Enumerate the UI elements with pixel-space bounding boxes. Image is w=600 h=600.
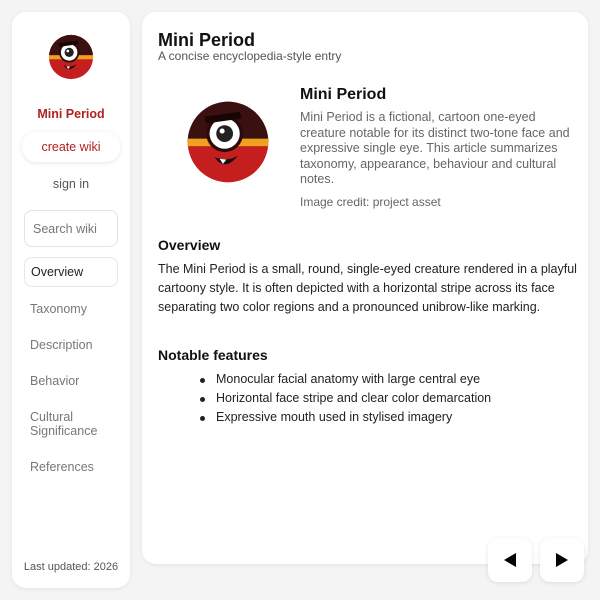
list-item: Horizontal face stripe and clear color demarcation bbox=[198, 389, 578, 408]
search-input[interactable] bbox=[24, 210, 118, 247]
page-title: Mini Period bbox=[158, 30, 256, 50]
list-item: Monocular facial anatomy with large central eye bbox=[198, 370, 578, 389]
overview-heading: Overview bbox=[158, 237, 221, 253]
logo-icon[interactable] bbox=[48, 34, 94, 80]
infobox-description: Mini Period is a fictional, cartoon one-eyed creature notable for its distinct two-tone face and expressive single eye. This article summarizes taxonomy, appearance, behaviour and cultural notes. bbox=[300, 110, 570, 186]
sidebar-item-taxonomy[interactable]: Taxonomy bbox=[30, 302, 87, 316]
sidebar bbox=[12, 12, 130, 588]
page-subtitle: A concise encyclopedia-style entry bbox=[158, 49, 342, 63]
create-wiki-button[interactable]: create wiki bbox=[22, 132, 120, 162]
article-panel bbox=[142, 12, 588, 564]
last-updated: Last updated: 2026 bbox=[23, 561, 119, 573]
sidebar-item-references[interactable]: References bbox=[30, 460, 94, 474]
sign-in-link[interactable]: sign in bbox=[52, 177, 90, 191]
sidebar-item-cultural-significance[interactable]: Cultural Significance bbox=[30, 410, 98, 438]
features-heading: Notable features bbox=[158, 347, 268, 363]
overview-text: The Mini Period is a small, round, single-eyed creature rendered in a playful cartoony style. It is often depicted with a horizontal stripe across its face separating two color regions and a pronounced unibrow-like marking. bbox=[158, 262, 577, 314]
site-name[interactable]: Mini Period bbox=[37, 107, 105, 121]
triangle-right-icon bbox=[554, 552, 570, 568]
sidebar-nav bbox=[24, 257, 130, 489]
list-item: Expressive mouth used in stylised imagery bbox=[198, 408, 578, 427]
infobox bbox=[300, 86, 576, 209]
creature-image bbox=[186, 100, 270, 184]
next-button[interactable] bbox=[540, 538, 584, 582]
image-credit: Image credit: project asset bbox=[300, 194, 441, 209]
infobox-title: Mini Period bbox=[300, 86, 387, 103]
sidebar-item-overview[interactable]: Overview bbox=[24, 257, 118, 287]
sidebar-item-description[interactable]: Description bbox=[30, 338, 93, 352]
sidebar-item-behavior[interactable]: Behavior bbox=[30, 374, 80, 388]
previous-button[interactable] bbox=[488, 538, 532, 582]
features-list bbox=[198, 370, 578, 427]
triangle-left-icon bbox=[502, 552, 518, 568]
